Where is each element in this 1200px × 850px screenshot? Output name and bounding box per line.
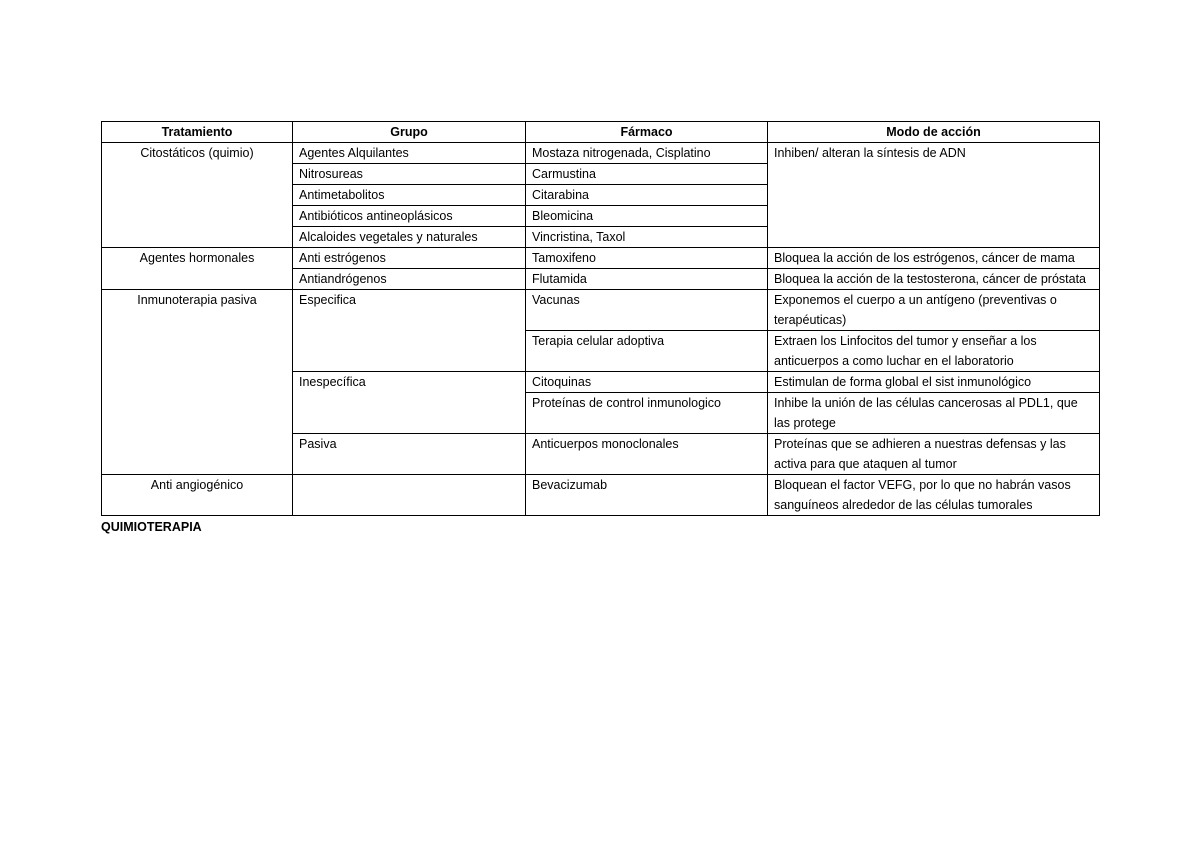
farmaco-cell: Flutamida — [526, 269, 768, 290]
farmaco-cell: Bleomicina — [526, 206, 768, 227]
modo-cell: Bloquea la acción de los estrógenos, cáncer de mama — [768, 248, 1100, 269]
modo-cell: Inhibe la unión de las células cancerosas al PDL1, que las protege — [768, 393, 1100, 434]
modo-cell: Inhiben/ alteran la síntesis de ADN — [768, 143, 1100, 248]
farmaco-cell: Terapia celular adoptiva — [526, 331, 768, 372]
table-caption: QUIMIOTERAPIA — [101, 520, 202, 534]
farmaco-cell: Citarabina — [526, 185, 768, 206]
table-row — [102, 475, 1100, 516]
header-modo: Modo de acción — [768, 122, 1100, 143]
modo-cell: Extraen los Linfocitos del tumor y enseñar a los anticuerpos a como luchar en el laboratorio — [768, 331, 1100, 372]
farmaco-cell: Vincristina, Taxol — [526, 227, 768, 248]
header-tratamiento: Tratamiento — [102, 122, 293, 143]
farmaco-cell: Citoquinas — [526, 372, 768, 393]
header-farmaco: Fármaco — [526, 122, 768, 143]
farmaco-cell: Anticuerpos monoclonales — [526, 434, 768, 475]
grupo-cell: Antimetabolitos — [293, 185, 526, 206]
farmaco-cell: Carmustina — [526, 164, 768, 185]
header-grupo: Grupo — [293, 122, 526, 143]
tratamiento-angiogenico: Anti angiogénico — [102, 475, 293, 516]
modo-cell: Bloquean el factor VEFG, por lo que no habrán vasos sanguíneos alrededor de las células tumorales — [768, 475, 1100, 516]
farmaco-cell: Proteínas de control inmunologico — [526, 393, 768, 434]
grupo-cell: Antibióticos antineoplásicos — [293, 206, 526, 227]
grupo-cell — [293, 475, 526, 516]
grupo-cell: Nitrosureas — [293, 164, 526, 185]
table-row — [102, 290, 1100, 331]
grupo-cell: Inespecífica — [293, 372, 526, 434]
grupo-cell: Agentes Alquilantes — [293, 143, 526, 164]
grupo-cell: Antiandrógenos — [293, 269, 526, 290]
grupo-cell: Especifica — [293, 290, 526, 372]
farmaco-cell: Bevacizumab — [526, 475, 768, 516]
tratamiento-hormonales: Agentes hormonales — [102, 248, 293, 290]
farmaco-cell: Vacunas — [526, 290, 768, 331]
grupo-cell: Alcaloides vegetales y naturales — [293, 227, 526, 248]
farmaco-cell: Tamoxifeno — [526, 248, 768, 269]
modo-cell: Bloquea la acción de la testosterona, cáncer de próstata — [768, 269, 1100, 290]
grupo-cell: Pasiva — [293, 434, 526, 475]
table-row — [102, 248, 1100, 269]
table-row — [102, 143, 1100, 164]
modo-cell: Exponemos el cuerpo a un antígeno (preventivas o terapéuticas) — [768, 290, 1100, 331]
treatments-table — [101, 121, 1100, 516]
modo-cell: Estimulan de forma global el sist inmunológico — [768, 372, 1100, 393]
grupo-cell: Anti estrógenos — [293, 248, 526, 269]
tratamiento-inmunoterapia: Inmunoterapia pasiva — [102, 290, 293, 475]
tratamiento-citostaticos: Citostáticos (quimio) — [102, 143, 293, 248]
modo-cell: Proteínas que se adhieren a nuestras defensas y las activa para que ataquen al tumor — [768, 434, 1100, 475]
header-row — [102, 122, 1100, 143]
farmaco-cell: Mostaza nitrogenada, Cisplatino — [526, 143, 768, 164]
